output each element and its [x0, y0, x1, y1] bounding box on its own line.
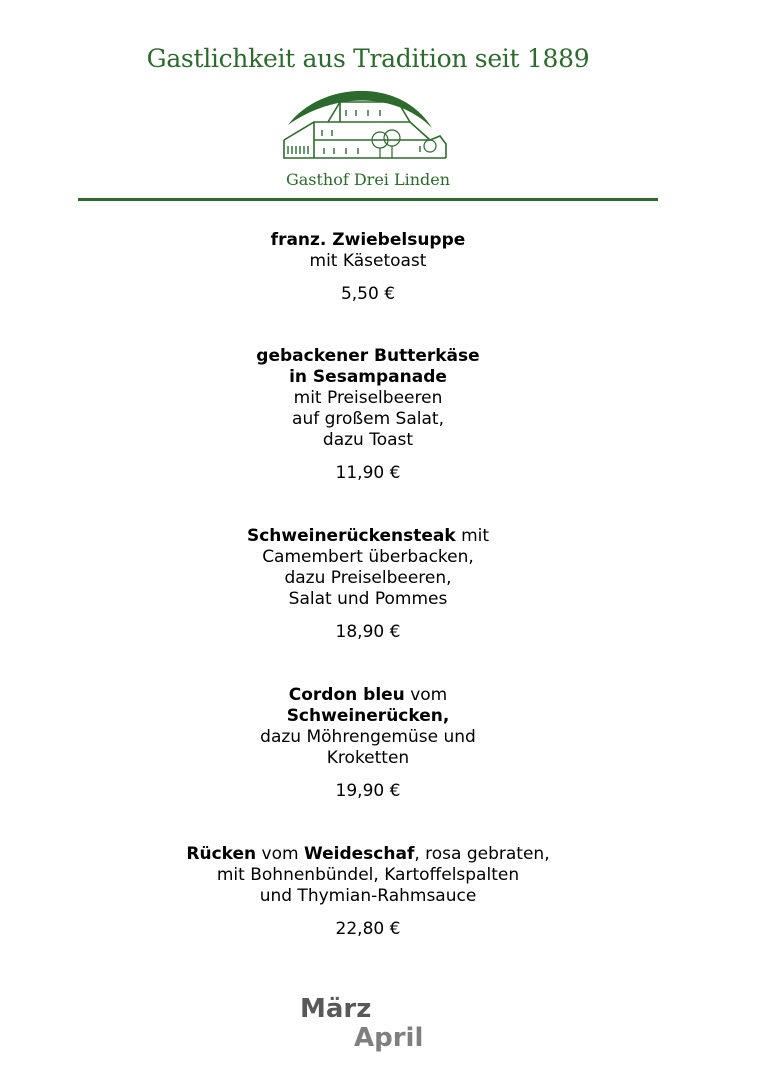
menu-item-line [0, 388, 736, 409]
dish-name-text: Schweinerücken, [286, 706, 450, 726]
menu-item-line [0, 430, 736, 451]
restaurant-name: Gasthof Drei Linden [285, 170, 451, 189]
page-header [0, 0, 763, 205]
menu-item-price: 22,80 € [335, 919, 401, 939]
menu-item-price: 18,90 € [335, 622, 401, 642]
menu-item-line [0, 886, 736, 907]
menu-item-line [0, 589, 736, 610]
dish-description-text: vom [404, 685, 448, 705]
dish-name-text: Rücken [186, 844, 257, 864]
menu-item-line [0, 865, 736, 886]
menu-item-line [0, 367, 736, 388]
menu-item [0, 685, 736, 802]
menu-item-line [0, 748, 736, 769]
menu-item-price: 19,90 € [335, 781, 401, 801]
dish-name-text: Schweinerückensteak [246, 526, 456, 546]
menu-item [0, 844, 736, 940]
dish-description-text: mit [455, 526, 490, 546]
menu-item-line [0, 526, 736, 547]
dish-description-text: vom [256, 844, 304, 864]
menu-item-line [0, 706, 736, 727]
menu-item-line [0, 346, 736, 367]
menu-item-line [0, 844, 736, 865]
menu-item-line [0, 230, 736, 251]
menu-item-line [0, 568, 736, 589]
dish-name-text: gebackener Butterkäse [256, 346, 480, 366]
dish-description-text: , rosa gebraten, [414, 844, 550, 864]
dish-name-text: Cordon bleu [288, 685, 405, 705]
dish-description-text: dazu Toast [322, 430, 414, 450]
menu-item-line [0, 727, 736, 748]
menu-item-line [0, 685, 736, 706]
menu-item [0, 346, 736, 484]
menu-item [0, 230, 736, 305]
month-first: März [300, 994, 372, 1024]
menu-item-price: 5,50 € [340, 284, 396, 304]
month-second: April [354, 1023, 424, 1053]
menu-item-line [0, 547, 736, 568]
dish-description-text: dazu Möhrengemüse und [260, 727, 476, 747]
dish-description-text: Kroketten [326, 748, 410, 768]
dish-description-text: mit Bohnenbündel, Kartoffelspalten [216, 865, 520, 885]
dish-description-text: Camembert überbacken, [262, 547, 474, 567]
gasthof-building-logo [280, 80, 455, 165]
dish-name-text: in Sesampanade [289, 367, 447, 387]
menu-item-price: 11,90 € [335, 463, 401, 483]
header-rule [78, 198, 658, 201]
dish-description-text: auf großem Salat, [292, 409, 444, 429]
dish-description-text: dazu Preiselbeeren, [284, 568, 452, 588]
tagline: Gastlichkeit aus Tradition seit 1889 [146, 44, 590, 73]
menu-item [0, 526, 736, 643]
dish-description-text: Salat und Pommes [288, 589, 448, 609]
dish-name-text: franz. Zwiebelsuppe [270, 230, 466, 250]
menu-item-line [0, 409, 736, 430]
dish-description-text: mit Käsetoast [309, 251, 427, 271]
dish-description-text: mit Preiselbeeren [293, 388, 443, 408]
dish-description-text: und Thymian-Rahmsauce [259, 886, 477, 906]
dish-name-text: Weideschaf [303, 844, 415, 864]
menu-item-line [0, 251, 736, 272]
